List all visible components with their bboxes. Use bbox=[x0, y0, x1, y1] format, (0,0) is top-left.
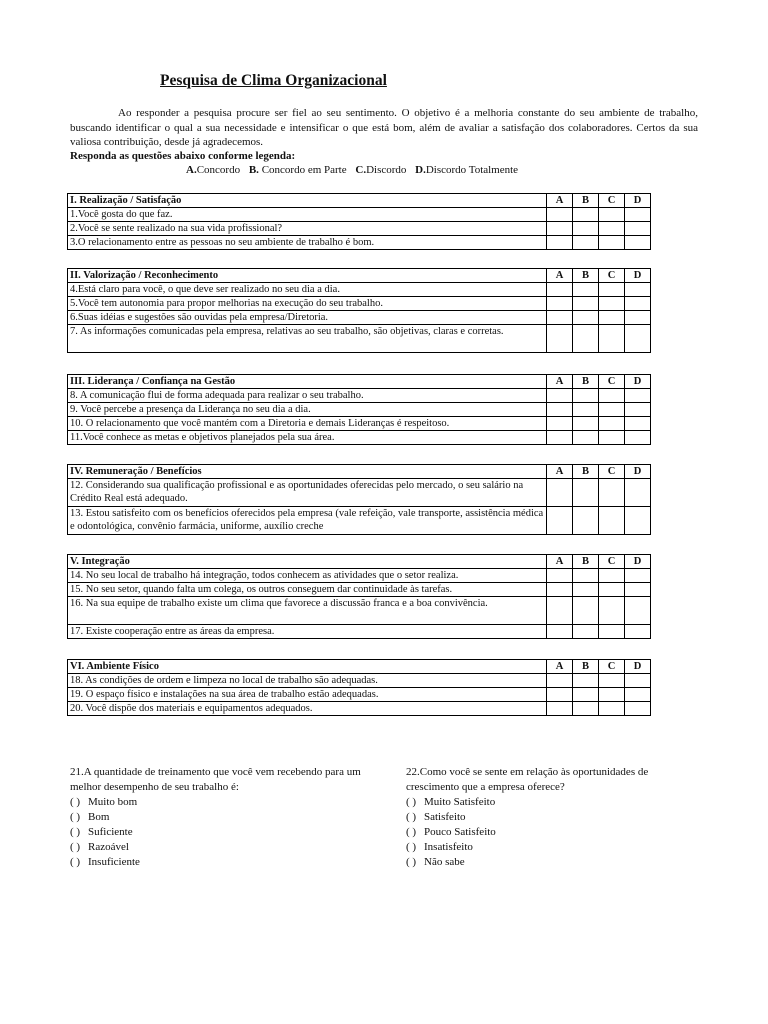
option-satisfeito[interactable]: ( ) Satisfeito bbox=[406, 811, 466, 823]
answer-cell-d[interactable] bbox=[625, 702, 651, 716]
question-text: 4.Está claro para você, o que deve ser realizado no seu dia a dia. bbox=[68, 283, 547, 297]
option-bom[interactable]: ( ) Bom bbox=[70, 811, 110, 823]
section-table bbox=[67, 464, 651, 535]
col-header-d: D bbox=[625, 269, 651, 283]
question-text: 7. As informações comunicadas pela empresa, relativas ao seu trabalho, são objetivas, claras e corretas. bbox=[68, 325, 547, 353]
question-row bbox=[68, 417, 651, 431]
col-header-d: D bbox=[625, 660, 651, 674]
col-header-a: A bbox=[547, 269, 573, 283]
section-table bbox=[67, 554, 651, 639]
question-text: 16. Na sua equipe de trabalho existe um clima que favorece a discussão franca e a boa convivência. bbox=[68, 597, 547, 625]
answer-cell-b[interactable] bbox=[573, 625, 599, 639]
answer-cell-a[interactable] bbox=[547, 625, 573, 639]
answer-cell-b[interactable] bbox=[573, 311, 599, 325]
answer-cell-d[interactable] bbox=[625, 236, 651, 250]
answer-cell-d[interactable] bbox=[625, 311, 651, 325]
answer-cell-d[interactable] bbox=[625, 297, 651, 311]
question-row bbox=[68, 311, 651, 325]
answer-cell-c[interactable] bbox=[599, 674, 625, 688]
section-table bbox=[67, 659, 651, 716]
answer-cell-b[interactable] bbox=[573, 417, 599, 431]
col-header-b: B bbox=[573, 194, 599, 208]
col-header-b: B bbox=[573, 465, 599, 479]
answer-cell-d[interactable] bbox=[625, 325, 651, 353]
answer-cell-b[interactable] bbox=[573, 688, 599, 702]
question-22-text: 22.Como você se sente em relação às oportunidades de crescimento que a empresa oferece? bbox=[406, 766, 649, 793]
question-text: 17. Existe cooperação entre as áreas da empresa. bbox=[68, 625, 547, 639]
question-text: 10. O relacionamento que você mantém com a Diretoria e demais Lideranças é respeitoso. bbox=[68, 417, 547, 431]
answer-cell-b[interactable] bbox=[573, 325, 599, 353]
question-row bbox=[68, 688, 651, 702]
section-title: IV. Remuneração / Benefícios bbox=[68, 465, 547, 479]
question-row bbox=[68, 702, 651, 716]
answer-cell-c[interactable] bbox=[599, 311, 625, 325]
option-muito-satisfeito[interactable]: ( ) Muito Satisfeito bbox=[406, 796, 496, 808]
answer-cell-a[interactable] bbox=[547, 311, 573, 325]
answer-cell-d[interactable] bbox=[625, 569, 651, 583]
legend: A.Concordo B. Concordo em Parte C.Discordo D.Discordo Totalmente bbox=[186, 164, 519, 176]
answer-cell-d[interactable] bbox=[625, 417, 651, 431]
option-insuficiente[interactable]: ( ) Insuficiente bbox=[70, 856, 140, 868]
answer-cell-a[interactable] bbox=[547, 389, 573, 403]
answer-cell-c[interactable] bbox=[599, 569, 625, 583]
question-row bbox=[68, 325, 651, 353]
answer-cell-a[interactable] bbox=[547, 208, 573, 222]
answer-cell-a[interactable] bbox=[547, 297, 573, 311]
answer-cell-d[interactable] bbox=[625, 479, 651, 507]
answer-cell-b[interactable] bbox=[573, 431, 599, 445]
question-text: 5.Você tem autonomia para propor melhorias na execução do seu trabalho. bbox=[68, 297, 547, 311]
option-razoavel[interactable]: ( ) Razoável bbox=[70, 841, 129, 853]
section-table bbox=[67, 374, 651, 445]
answer-cell-a[interactable] bbox=[547, 431, 573, 445]
question-row bbox=[68, 236, 651, 250]
answer-cell-a[interactable] bbox=[547, 417, 573, 431]
answer-cell-b[interactable] bbox=[573, 222, 599, 236]
answer-cell-d[interactable] bbox=[625, 625, 651, 639]
answer-cell-a[interactable] bbox=[547, 222, 573, 236]
answer-cell-b[interactable] bbox=[573, 236, 599, 250]
question-text: 2.Você se sente realizado na sua vida profissional? bbox=[68, 222, 547, 236]
section-title: II. Valorização / Reconhecimento bbox=[68, 269, 547, 283]
answer-cell-a[interactable] bbox=[547, 479, 573, 507]
answer-cell-a[interactable] bbox=[547, 283, 573, 297]
answer-cell-a[interactable] bbox=[547, 507, 573, 535]
intro-paragraph: Ao responder a pesquisa procure ser fiel ao seu sentimento. O objetivo é a melhoria constante do seu ambiente de trabalho, buscando identificar o qual a sua necessidade e intensificar o que está bom, além de avaliar a satisfação dos colaboradores. Certos da sua valiosa contribuição, desde já agradecemos. bbox=[70, 107, 698, 148]
answer-cell-b[interactable] bbox=[573, 389, 599, 403]
question-row bbox=[68, 403, 651, 417]
section-table bbox=[67, 268, 651, 353]
answer-cell-c[interactable] bbox=[599, 297, 625, 311]
answer-cell-b[interactable] bbox=[573, 403, 599, 417]
question-text: 9. Você percebe a presença da Liderança no seu dia a dia. bbox=[68, 403, 547, 417]
answer-cell-c[interactable] bbox=[599, 283, 625, 297]
question-22 bbox=[406, 765, 696, 870]
answer-cell-b[interactable] bbox=[573, 297, 599, 311]
question-row bbox=[68, 569, 651, 583]
question-text: 20. Você dispõe dos materiais e equipamentos adequados. bbox=[68, 702, 547, 716]
answer-cell-c[interactable] bbox=[599, 507, 625, 535]
question-row bbox=[68, 208, 651, 222]
answer-cell-c[interactable] bbox=[599, 222, 625, 236]
answer-cell-a[interactable] bbox=[547, 325, 573, 353]
col-header-c: C bbox=[599, 194, 625, 208]
answer-cell-c[interactable] bbox=[599, 389, 625, 403]
answer-cell-a[interactable] bbox=[547, 702, 573, 716]
answer-cell-c[interactable] bbox=[599, 417, 625, 431]
answer-cell-a[interactable] bbox=[547, 403, 573, 417]
col-header-d: D bbox=[625, 555, 651, 569]
answer-cell-d[interactable] bbox=[625, 674, 651, 688]
option-nao-sabe[interactable]: ( ) Não sabe bbox=[406, 856, 465, 868]
answer-cell-b[interactable] bbox=[573, 283, 599, 297]
question-row bbox=[68, 597, 651, 625]
col-header-c: C bbox=[599, 269, 625, 283]
answer-cell-c[interactable] bbox=[599, 325, 625, 353]
section-title: III. Liderança / Confiança na Gestão bbox=[68, 375, 547, 389]
answer-cell-d[interactable] bbox=[625, 208, 651, 222]
col-header-a: A bbox=[547, 194, 573, 208]
question-text: 18. As condições de ordem e limpeza no local de trabalho são adequadas. bbox=[68, 674, 547, 688]
question-text: 19. O espaço físico e instalações na sua área de trabalho estão adequadas. bbox=[68, 688, 547, 702]
section-table bbox=[67, 193, 651, 250]
answer-cell-b[interactable] bbox=[573, 507, 599, 535]
answer-cell-a[interactable] bbox=[547, 569, 573, 583]
legend-title: Responda as questões abaixo conforme legenda: bbox=[70, 150, 296, 162]
question-row bbox=[68, 222, 651, 236]
answer-cell-c[interactable] bbox=[599, 431, 625, 445]
answer-cell-b[interactable] bbox=[573, 702, 599, 716]
question-row bbox=[68, 583, 651, 597]
col-header-c: C bbox=[599, 465, 625, 479]
answer-cell-a[interactable] bbox=[547, 583, 573, 597]
question-row bbox=[68, 625, 651, 639]
question-row bbox=[68, 283, 651, 297]
col-header-a: A bbox=[547, 375, 573, 389]
col-header-c: C bbox=[599, 375, 625, 389]
answer-cell-d[interactable] bbox=[625, 507, 651, 535]
question-21-text: 21.A quantidade de treinamento que você vem recebendo para um melhor desempenho de seu trabalho é: bbox=[70, 766, 361, 793]
col-header-d: D bbox=[625, 375, 651, 389]
col-header-b: B bbox=[573, 660, 599, 674]
col-header-b: B bbox=[573, 375, 599, 389]
answer-cell-c[interactable] bbox=[599, 688, 625, 702]
answer-cell-a[interactable] bbox=[547, 236, 573, 250]
question-text: 1.Você gosta do que faz. bbox=[68, 208, 547, 222]
answer-cell-a[interactable] bbox=[547, 674, 573, 688]
col-header-a: A bbox=[547, 660, 573, 674]
col-header-a: A bbox=[547, 465, 573, 479]
question-text: 3.O relacionamento entre as pessoas no seu ambiente de trabalho é bom. bbox=[68, 236, 547, 250]
col-header-d: D bbox=[625, 465, 651, 479]
answer-cell-b[interactable] bbox=[573, 674, 599, 688]
answer-cell-c[interactable] bbox=[599, 597, 625, 625]
answer-cell-b[interactable] bbox=[573, 569, 599, 583]
section-title: VI. Ambiente Físico bbox=[68, 660, 547, 674]
question-row bbox=[68, 479, 651, 507]
question-text: 11.Você conhece as metas e objetivos planejados pela sua área. bbox=[68, 431, 547, 445]
question-text: 13. Estou satisfeito com os benefícios oferecidos pela empresa (vale refeição, vale transporte, assistência médica e odontológica, convênio farmácia, uniforme, auxílio creche bbox=[68, 507, 547, 535]
col-header-b: B bbox=[573, 555, 599, 569]
section-title: V. Integração bbox=[68, 555, 547, 569]
question-text: 14. No seu local de trabalho há integração, todos conhecem as atividades que o setor realiza. bbox=[68, 569, 547, 583]
question-text: 6.Suas idéias e sugestões são ouvidas pela empresa/Diretoria. bbox=[68, 311, 547, 325]
col-header-d: D bbox=[625, 194, 651, 208]
col-header-b: B bbox=[573, 269, 599, 283]
question-row bbox=[68, 507, 651, 535]
col-header-a: A bbox=[547, 555, 573, 569]
answer-cell-d[interactable] bbox=[625, 283, 651, 297]
question-text: 15. No seu setor, quando falta um colega, os outros conseguem dar continuidade às tarefas. bbox=[68, 583, 547, 597]
question-row bbox=[68, 431, 651, 445]
answer-cell-b[interactable] bbox=[573, 583, 599, 597]
answer-cell-c[interactable] bbox=[599, 479, 625, 507]
answer-cell-d[interactable] bbox=[625, 583, 651, 597]
answer-cell-d[interactable] bbox=[625, 403, 651, 417]
question-row bbox=[68, 674, 651, 688]
option-muito-bom[interactable]: ( ) Muito bom bbox=[70, 796, 138, 808]
question-text: 12. Considerando sua qualificação profissional e as oportunidades oferecidas pelo mercado, o seu salário na Crédito Real está adequado. bbox=[68, 479, 547, 507]
answer-cell-c[interactable] bbox=[599, 208, 625, 222]
answer-cell-d[interactable] bbox=[625, 431, 651, 445]
answer-cell-d[interactable] bbox=[625, 222, 651, 236]
answer-cell-c[interactable] bbox=[599, 583, 625, 597]
question-row bbox=[68, 297, 651, 311]
question-21 bbox=[70, 765, 370, 870]
answer-cell-c[interactable] bbox=[599, 236, 625, 250]
answer-cell-d[interactable] bbox=[625, 597, 651, 625]
answer-cell-c[interactable] bbox=[599, 702, 625, 716]
answer-cell-c[interactable] bbox=[599, 403, 625, 417]
answer-cell-b[interactable] bbox=[573, 479, 599, 507]
answer-cell-b[interactable] bbox=[573, 208, 599, 222]
option-insatisfeito[interactable]: ( ) Insatisfeito bbox=[406, 841, 473, 853]
question-text: 8. A comunicação flui de forma adequada para realizar o seu trabalho. bbox=[68, 389, 547, 403]
answer-cell-d[interactable] bbox=[625, 688, 651, 702]
option-pouco-satisfeito[interactable]: ( ) Pouco Satisfeito bbox=[406, 826, 496, 838]
answer-cell-c[interactable] bbox=[599, 625, 625, 639]
answer-cell-a[interactable] bbox=[547, 688, 573, 702]
section-title: I. Realização / Satisfação bbox=[68, 194, 547, 208]
page-title: Pesquisa de Clima Organizacional bbox=[160, 72, 387, 89]
option-suficiente[interactable]: ( ) Suficiente bbox=[70, 826, 133, 838]
answer-cell-d[interactable] bbox=[625, 389, 651, 403]
answer-cell-a[interactable] bbox=[547, 597, 573, 625]
question-row bbox=[68, 389, 651, 403]
col-header-c: C bbox=[599, 660, 625, 674]
answer-cell-b[interactable] bbox=[573, 597, 599, 625]
col-header-c: C bbox=[599, 555, 625, 569]
